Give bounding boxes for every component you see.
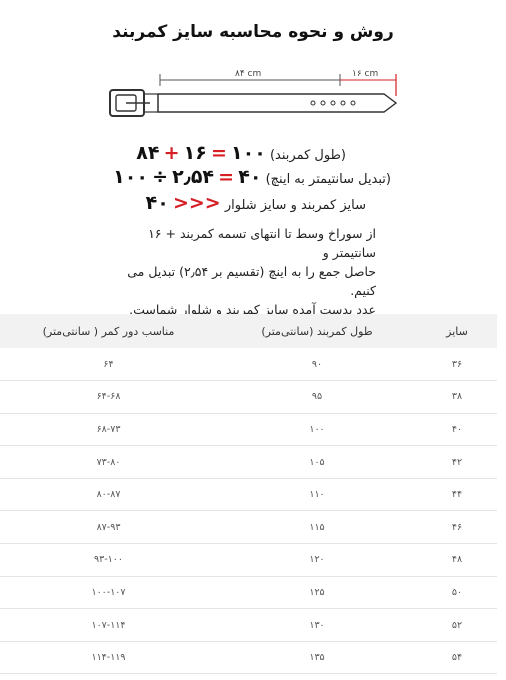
cell-waist: ۸۷-۹۳ xyxy=(96,521,121,533)
length-label: ۸۴ cm xyxy=(235,69,262,79)
table-row xyxy=(0,576,497,609)
cell-size: ۴۲ xyxy=(451,456,463,468)
cell-size: ۴۸ xyxy=(451,554,463,566)
cell-length: ۱۲۵ xyxy=(309,586,325,598)
header-waist: مناسب دور کمر ( سانتی‌متر) xyxy=(42,324,175,338)
cell-size: ۳۶ xyxy=(451,358,463,370)
cell-waist: ۶۸-۷۳ xyxy=(96,423,121,435)
header-length: طول کمربند (سانتی‌متر) xyxy=(261,324,373,338)
table-row xyxy=(0,641,497,674)
cell-waist: ۱۰۷-۱۱۴ xyxy=(91,619,126,631)
cell-length: ۱۳۵ xyxy=(309,652,325,664)
tail-label: ۱۶ cm xyxy=(352,69,379,79)
formula-inch-conversion: (تبدیل سانتیمتر به اینچ) ۴۰ = ۲٫۵۴ ÷ ۱۰۰ xyxy=(113,166,391,188)
cell-length: ۱۳۰ xyxy=(309,619,325,631)
header-size: سایز xyxy=(446,324,468,338)
cell-waist: ۶۴ xyxy=(103,358,114,370)
table-row xyxy=(0,544,497,577)
tail-dimension xyxy=(340,69,396,96)
cell-size: ۳۸ xyxy=(451,391,463,403)
belt-strap xyxy=(158,94,396,112)
cell-size: ۵۴ xyxy=(451,652,463,664)
table-row xyxy=(0,478,497,511)
cell-waist: ۱۱۴-۱۱۹ xyxy=(91,652,126,664)
table-row xyxy=(0,446,497,479)
length-dimension xyxy=(160,69,340,86)
cell-waist: ۹۳-۱۰۰ xyxy=(94,554,123,566)
cell-length: ۱۱۰ xyxy=(309,489,325,501)
cell-waist: ۸۰-۸۷ xyxy=(96,489,121,501)
cell-size: ۴۰ xyxy=(451,423,463,435)
cell-size: ۴۶ xyxy=(451,521,463,533)
cell-size: ۵۲ xyxy=(451,619,463,631)
cell-length: ۹۵ xyxy=(311,391,323,403)
size-table xyxy=(0,314,497,674)
cell-waist: ۶۴-۶۸ xyxy=(96,391,121,403)
table-row xyxy=(0,348,497,381)
cell-length: ۱۲۰ xyxy=(309,554,325,566)
belt-diagram xyxy=(100,62,410,132)
cell-size: ۴۴ xyxy=(451,489,463,501)
table-header-row xyxy=(0,314,497,348)
cell-waist: ۱۰۰-۱۰۷ xyxy=(91,586,126,598)
cell-length: ۱۰۵ xyxy=(309,456,325,468)
table-row xyxy=(0,413,497,446)
formula-result: سایز کمربند و سایز شلوار <<< ۴۰ xyxy=(145,192,366,214)
table-row xyxy=(0,381,497,414)
cell-waist: ۷۳-۸۰ xyxy=(96,456,121,468)
belt-buckle xyxy=(110,90,158,116)
table-row xyxy=(0,511,497,544)
cell-size: ۵۰ xyxy=(451,586,463,598)
cell-length: ۱۰۰ xyxy=(309,423,325,435)
table-row xyxy=(0,609,497,642)
page-title: روش و نحوه محاسبه سایز کمربند xyxy=(112,22,394,42)
description: از سوراخ وسط تا انتهای تسمه کمربند + ۱۶ سانتیمتر و حاصل جمع را به اینچ (تقسیم بر ۲٫۵۴) تبدیل می کنیم. عدد بدست آمده سایز کمربند و شلوار شماست. xyxy=(127,226,376,317)
formula-belt-length: (طول کمربند) ۱۰۰ = ۱۶ + ۸۴ xyxy=(136,142,346,164)
cell-length: ۹۰ xyxy=(311,358,323,370)
cell-length: ۱۱۵ xyxy=(309,521,325,533)
